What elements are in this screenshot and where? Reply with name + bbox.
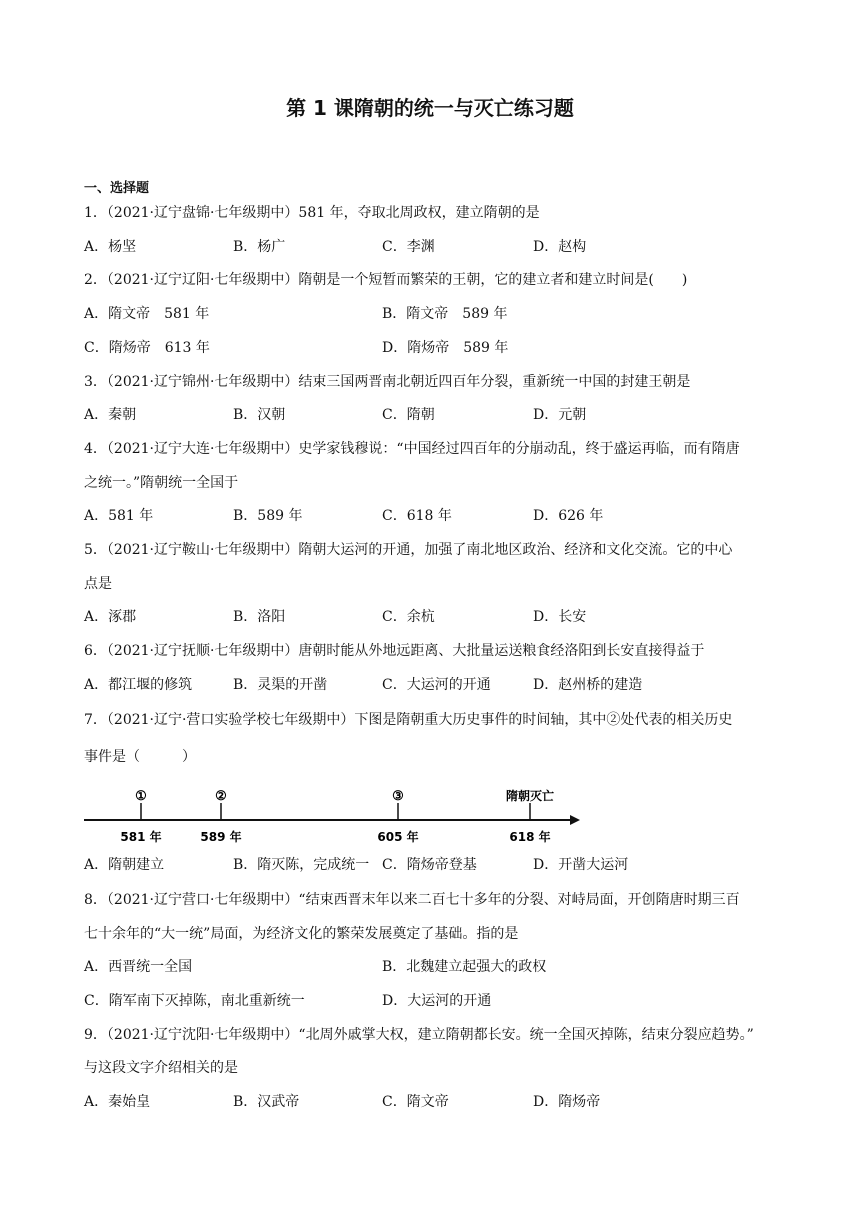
page-title: 第 1 课隋朝的统一与灭亡练习题 — [286, 96, 574, 120]
timeline-marker-2: ② — [215, 789, 227, 804]
q3-option-b: B．汉朝 — [233, 407, 286, 423]
timeline-figure — [84, 785, 584, 847]
q8-option-a: A．西晋统一全国 — [84, 959, 193, 975]
section-heading: 一、选择题 — [84, 181, 150, 196]
timeline-year-2: 589 年 — [200, 830, 242, 844]
q3-option-c: C．隋朝 — [382, 407, 435, 423]
timeline-year-1: 581 年 — [120, 830, 162, 844]
question-7-text-line-1: 7．（2021·辽宁·营口实验学校七年级期中）下图是隋朝重大历史事件的时间轴，其中②处代表的相关历史 — [84, 712, 733, 728]
question-6-text: 6．（2021·辽宁抚顺·七年级期中）唐朝时能从外地远距离、大批量运送粮食经洛阳到长安直接得益于 — [84, 643, 705, 659]
q2-option-c: C．隋炀帝 613 年 — [84, 340, 210, 356]
question-9-text-line-2: 与这段文字介绍相关的是 — [84, 1060, 238, 1076]
q8-option-b: B．北魏建立起强大的政权 — [382, 959, 547, 975]
timeline-marker-1: ① — [135, 789, 147, 804]
q5-option-b: B．洛阳 — [233, 609, 286, 625]
q7-option-b: B．隋灭陈，完成统一 — [233, 857, 370, 873]
q9-option-c: C．隋文帝 — [382, 1094, 449, 1110]
question-9-text-line-1: 9．（2021·辽宁沈阳·七年级期中）“北周外戚掌大权，建立隋朝都长安。统一全国灭掉陈，结束分裂应趋势。” — [84, 1027, 754, 1043]
q9-option-d: D．隋炀帝 — [533, 1094, 601, 1110]
q7-option-a: A．隋朝建立 — [84, 857, 165, 873]
q4-option-d: D．626 年 — [533, 508, 604, 524]
q1-option-d: D．赵构 — [533, 239, 587, 255]
question-7-text-line-2: 事件是（ ） — [84, 749, 196, 765]
q1-option-a: A．杨坚 — [84, 239, 137, 255]
q2-option-b: B．隋文帝 589 年 — [382, 306, 508, 322]
q4-option-b: B．589 年 — [233, 508, 303, 524]
timeline-arrowhead — [570, 815, 580, 825]
question-8-text-line-1: 8．（2021·辽宁营口·七年级期中）“结束西晋末年以来二百七十多年的分裂、对峙局面，开创隋唐时期三百 — [84, 892, 740, 908]
q7-option-d: D．开凿大运河 — [533, 857, 629, 873]
question-1-text: 1．（2021·辽宁盘锦·七年级期中）581 年，夺取北周政权，建立隋朝的是 — [84, 205, 540, 221]
question-4-text-line-2: 之统一。”隋朝统一全国于 — [84, 475, 239, 491]
question-2-text: 2．（2021·辽宁辽阳·七年级期中）隋朝是一个短暂而繁荣的王朝，它的建立者和建立时间是( ) — [84, 272, 688, 288]
q6-option-c: C．大运河的开通 — [382, 677, 491, 693]
q8-option-d: D．大运河的开通 — [382, 993, 492, 1009]
q7-option-c: C．隋炀帝登基 — [382, 857, 477, 873]
q4-option-c: C．618 年 — [382, 508, 452, 524]
q6-option-b: B．灵渠的开凿 — [233, 677, 328, 693]
q8-option-c: C．隋军南下灭掉陈，南北重新统一 — [84, 993, 305, 1009]
question-3-text: 3．（2021·辽宁锦州·七年级期中）结束三国两晋南北朝近四百年分裂，重新统一中国的封建王朝是 — [84, 374, 691, 390]
q2-option-d: D．隋炀帝 589 年 — [382, 340, 509, 356]
timeline-marker-3: ③ — [392, 789, 404, 804]
q9-option-a: A．秦始皇 — [84, 1094, 151, 1110]
q1-option-c: C．李渊 — [382, 239, 435, 255]
timeline-marker-4: 隋朝灭亡 — [505, 789, 555, 803]
q6-option-d: D．赵州桥的建造 — [533, 677, 643, 693]
q3-option-a: A．秦朝 — [84, 407, 137, 423]
timeline-year-3: 605 年 — [377, 830, 419, 844]
question-4-text-line-1: 4．（2021·辽宁大连·七年级期中）史学家钱穆说：“中国经过四百年的分崩动乱，终于盛运再临，而有隋唐 — [84, 441, 740, 457]
q1-option-b: B．杨广 — [233, 239, 286, 255]
question-5-text-line-1: 5．（2021·辽宁鞍山·七年级期中）隋朝大运河的开通，加强了南北地区政治、经济和文化交流。它的中心 — [84, 542, 733, 558]
question-5-text-line-2: 点是 — [84, 576, 112, 592]
q5-option-c: C．余杭 — [382, 609, 435, 625]
question-8-text-line-2: 七十余年的“大一统”局面，为经济文化的繁荣发展奠定了基础。指的是 — [84, 926, 519, 942]
q2-option-a: A．隋文帝 581 年 — [84, 306, 210, 322]
q3-option-d: D．元朝 — [533, 407, 587, 423]
q9-option-b: B．汉武帝 — [233, 1094, 300, 1110]
q6-option-a: A．都江堰的修筑 — [84, 677, 193, 693]
q4-option-a: A．581 年 — [84, 508, 154, 524]
timeline-year-4: 618 年 — [509, 830, 551, 844]
q5-option-a: A．涿郡 — [84, 609, 137, 625]
q5-option-d: D．长安 — [533, 609, 587, 625]
